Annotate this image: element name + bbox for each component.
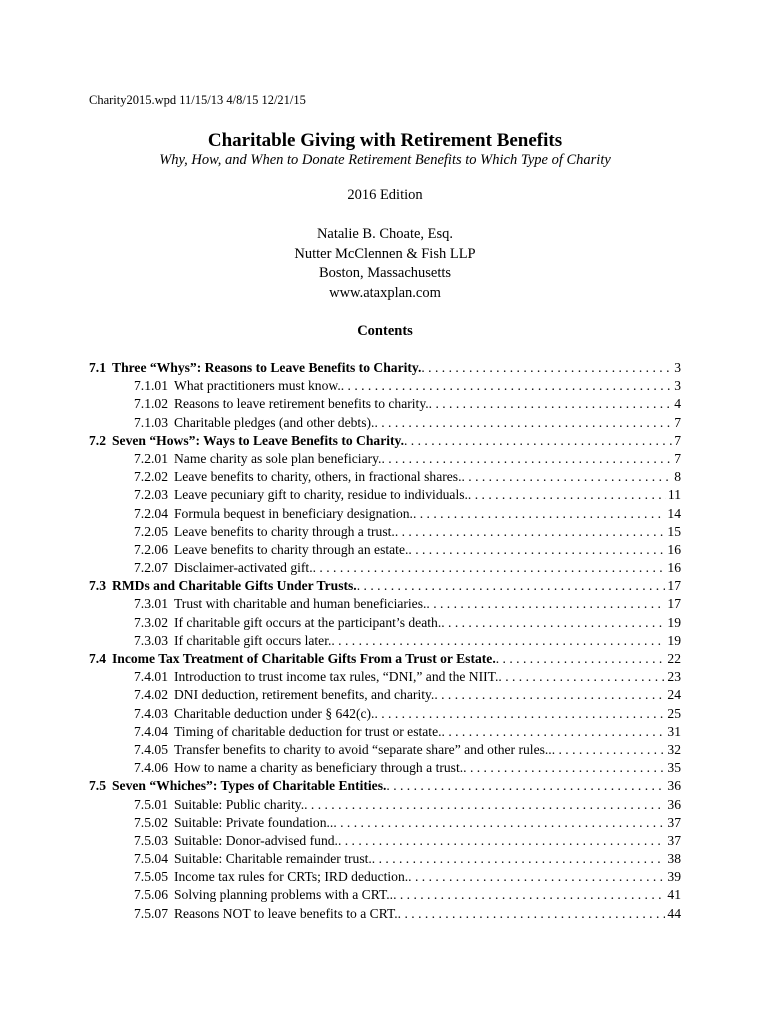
toc-entry-number: 7.2.06	[134, 541, 168, 557]
toc-entry-number: 7.3	[89, 578, 106, 594]
toc-dot-leader	[498, 668, 665, 686]
toc-subsection-entry	[89, 559, 681, 577]
toc-subsection-entry	[89, 723, 681, 741]
toc-subsection-entry	[89, 759, 681, 777]
toc-entry-title: Three “Whys”: Reasons to Leave Benefits to Charity.	[112, 360, 422, 375]
toc-dot-leader	[552, 741, 666, 759]
toc-entry-number: 7.4.03	[134, 705, 168, 721]
toc-entry-title: Suitable: Donor-advised fund.	[173, 832, 338, 848]
toc-subsection-entry	[89, 668, 681, 686]
toc-entry-number: 7.4.05	[134, 741, 168, 757]
toc-subsection-entry	[89, 505, 681, 523]
toc-entry-number: 7.2.04	[134, 505, 168, 521]
toc-entry-page: 7	[674, 450, 681, 466]
toc-dot-leader	[333, 814, 665, 832]
toc-entry-number: 7.1.03	[134, 414, 168, 430]
toc-dot-leader	[496, 650, 666, 668]
document-title: Charitable Giving with Retirement Benefits	[207, 130, 563, 151]
toc-dot-leader	[408, 868, 665, 886]
toc-dot-leader	[421, 359, 672, 377]
toc-entry-title: Suitable: Charitable remainder trust.	[173, 851, 372, 867]
toc-entry-number: 7.5.07	[134, 905, 168, 921]
toc-dot-leader	[461, 468, 672, 486]
toc-entry-title: DNI deduction, retirement benefits, and charity.	[173, 687, 435, 703]
toc-entry-title: Leave benefits to charity through a trust.	[173, 523, 395, 539]
toc-entry-page: 7	[674, 432, 681, 448]
toc-entry-page: 17	[667, 578, 681, 594]
toc-entry-page: 37	[667, 814, 681, 830]
toc-entry-page: 15	[667, 523, 681, 539]
toc-dot-leader	[374, 705, 665, 723]
toc-entry-title: Disclaimer-activated gift.	[173, 560, 313, 576]
toc-subsection-entry	[89, 614, 681, 632]
toc-dot-leader	[413, 505, 665, 523]
toc-entry-number: 7.4.04	[134, 723, 168, 739]
toc-subsection-entry	[89, 832, 681, 850]
toc-entry-number: 7.5.04	[134, 851, 168, 867]
toc-dot-leader	[441, 614, 665, 632]
author-location: Boston, Massachusetts	[318, 265, 452, 281]
toc-entry-title: Charitable pledges (and other debts).	[173, 414, 375, 430]
toc-entry-number: 7.2.07	[134, 560, 168, 576]
toc-entry-title: RMDs and Charitable Gifts Under Trusts.	[112, 578, 357, 594]
toc-entry-title: Income Tax Treatment of Charitable Gifts From a Trust or Estate.	[112, 651, 496, 666]
toc-entry-title: If charitable gift occurs later.	[173, 632, 332, 648]
toc-dot-leader	[313, 559, 666, 577]
toc-entry-page: 16	[667, 541, 681, 557]
table-of-contents	[89, 359, 681, 923]
toc-subsection-entry	[89, 486, 681, 504]
toc-entry-number: 7.1.02	[134, 396, 168, 412]
toc-subsection-entry	[89, 868, 681, 886]
toc-subsection-entry	[89, 850, 681, 868]
toc-dot-leader	[442, 723, 666, 741]
toc-entry-number: 7.2.02	[134, 469, 168, 485]
toc-entry-page: 3	[674, 378, 681, 394]
toc-entry-number: 7.2.01	[134, 450, 168, 466]
toc-entry-page: 32	[667, 741, 681, 757]
toc-entry-page: 23	[667, 669, 681, 685]
toc-entry-page: 7	[674, 414, 681, 430]
toc-section-entry	[89, 577, 681, 595]
author-website: www.ataxplan.com	[329, 284, 441, 301]
toc-entry-page: 8	[674, 469, 681, 485]
toc-entry-number: 7.5.01	[134, 796, 168, 812]
toc-entry-title: If charitable gift occurs at the participant’s death.	[173, 614, 442, 630]
toc-entry-page: 36	[667, 778, 681, 794]
toc-entry-page: 41	[667, 887, 681, 903]
toc-subsection-entry	[89, 632, 681, 650]
toc-entry-title: Reasons NOT to leave benefits to a CRT.	[173, 905, 398, 921]
toc-dot-leader	[304, 796, 665, 814]
toc-entry-number: 7.4	[89, 651, 106, 666]
toc-entry-title: Formula bequest in beneficiary designation.	[173, 505, 413, 521]
author-block	[0, 225, 770, 303]
toc-entry-number: 7.3.02	[134, 614, 168, 630]
toc-entry-page: 37	[667, 832, 681, 848]
toc-entry-title: Solving planning problems with a CRT..	[173, 887, 394, 903]
toc-dot-leader	[429, 395, 673, 413]
toc-entry-number: 7.4.01	[134, 669, 168, 685]
toc-entry-page: 24	[667, 687, 681, 703]
toc-entry-number: 7.4.06	[134, 760, 168, 776]
toc-subsection-entry	[89, 377, 681, 395]
toc-entry-page: 3	[674, 360, 681, 375]
toc-entry-number: 7.2	[89, 432, 106, 448]
toc-entry-title: Trust with charitable and human beneficiaries.	[173, 596, 427, 612]
toc-subsection-entry	[89, 886, 681, 904]
toc-entry-page: 11	[667, 487, 681, 503]
toc-entry-page: 31	[667, 723, 681, 739]
toc-entry-page: 4	[674, 396, 681, 412]
toc-dot-leader	[393, 886, 665, 904]
author-firm: Nutter McClennen & Fish LLP	[294, 245, 476, 262]
toc-entry-title: Introduction to trust income tax rules, “DNI,” and the NIIT.	[173, 669, 499, 685]
toc-entry-number: 7.3.03	[134, 632, 168, 648]
toc-section-entry	[89, 359, 681, 377]
toc-dot-leader	[338, 832, 665, 850]
toc-subsection-entry	[89, 905, 681, 923]
toc-subsection-entry	[89, 686, 681, 704]
edition: 2016 Edition	[347, 187, 423, 203]
toc-dot-leader	[404, 432, 672, 450]
toc-entry-title: Suitable: Private foundation..	[173, 814, 334, 830]
toc-dot-leader	[426, 595, 665, 613]
toc-dot-leader	[398, 905, 666, 923]
toc-entry-page: 25	[667, 705, 681, 721]
toc-entry-page: 22	[667, 651, 681, 666]
toc-entry-number: 7.2.03	[134, 487, 168, 503]
toc-entry-page: 19	[667, 614, 681, 630]
toc-entry-number: 7.5.05	[134, 869, 168, 885]
toc-entry-title: How to name a charity as beneficiary through a trust.	[173, 760, 464, 776]
toc-dot-leader	[372, 850, 666, 868]
toc-entry-title: Leave pecuniary gift to charity, residue to individuals.	[173, 487, 468, 503]
toc-dot-leader	[395, 523, 666, 541]
toc-dot-leader	[386, 777, 665, 795]
toc-entry-page: 14	[667, 505, 681, 521]
toc-entry-page: 35	[667, 760, 681, 776]
toc-entry-page: 19	[667, 632, 681, 648]
toc-subsection-entry	[89, 741, 681, 759]
toc-entry-number: 7.3.01	[134, 596, 168, 612]
toc-entry-title: Transfer benefits to charity to avoid “separate share” and other rules..	[173, 741, 552, 757]
toc-entry-title: Income tax rules for CRTs; IRD deduction.	[173, 869, 409, 885]
toc-entry-number: 7.5.03	[134, 832, 168, 848]
toc-entry-title: Suitable: Public charity.	[173, 796, 305, 812]
toc-entry-number: 7.2.05	[134, 523, 168, 539]
toc-entry-title: Timing of charitable deduction for trust or estate.	[173, 723, 442, 739]
toc-dot-leader	[434, 686, 665, 704]
toc-entry-page: 36	[667, 796, 681, 812]
toc-subsection-entry	[89, 595, 681, 613]
toc-entry-page: 44	[667, 905, 681, 921]
toc-entry-number: 7.5.06	[134, 887, 168, 903]
file-info: Charity2015.wpd 11/15/13 4/8/15 12/21/15	[89, 93, 306, 107]
toc-entry-title: Seven “Whiches”: Types of Charitable Entities.	[112, 778, 387, 794]
toc-entry-title: What practitioners must know.	[173, 378, 341, 394]
toc-subsection-entry	[89, 395, 681, 413]
contents-heading: Contents	[357, 323, 413, 339]
toc-entry-page: 39	[667, 869, 681, 885]
toc-entry-page: 17	[667, 596, 681, 612]
toc-dot-leader	[408, 541, 665, 559]
document-subtitle: Why, How, and When to Donate Retirement Benefits to Which Type of Charity	[159, 152, 611, 168]
toc-subsection-entry	[89, 705, 681, 723]
toc-section-entry	[89, 650, 681, 668]
author-name: Natalie B. Choate, Esq.	[316, 226, 454, 242]
toc-subsection-entry	[89, 414, 681, 432]
toc-entry-title: Name charity as sole plan beneficiary.	[173, 450, 382, 466]
toc-entry-number: 7.5	[89, 778, 106, 794]
toc-subsection-entry	[89, 796, 681, 814]
toc-subsection-entry	[89, 450, 681, 468]
toc-subsection-entry	[89, 541, 681, 559]
toc-dot-leader	[381, 450, 672, 468]
toc-section-entry	[89, 777, 681, 795]
toc-subsection-entry	[89, 814, 681, 832]
toc-entry-number: 7.4.02	[134, 687, 168, 703]
toc-subsection-entry	[89, 468, 681, 486]
toc-entry-title: Leave benefits to charity, others, in fractional shares.	[173, 469, 462, 485]
toc-entry-title: Reasons to leave retirement benefits to charity.	[173, 396, 429, 412]
toc-entry-title: Leave benefits to charity through an estate.	[173, 541, 409, 557]
toc-dot-leader	[331, 632, 665, 650]
toc-dot-leader	[374, 414, 672, 432]
toc-subsection-entry	[89, 523, 681, 541]
toc-dot-leader	[357, 577, 666, 595]
toc-entry-number: 7.1.01	[134, 378, 168, 394]
toc-entry-number: 7.1	[89, 360, 106, 375]
toc-entry-page: 38	[667, 851, 681, 867]
toc-section-entry	[89, 432, 681, 450]
toc-dot-leader	[341, 377, 672, 395]
toc-dot-leader	[463, 759, 665, 777]
toc-entry-page: 16	[667, 560, 681, 576]
toc-entry-title: Charitable deduction under § 642(c).	[173, 705, 375, 721]
toc-dot-leader	[468, 486, 666, 504]
toc-entry-number: 7.5.02	[134, 814, 168, 830]
toc-entry-title: Seven “Hows”: Ways to Leave Benefits to Charity.	[112, 432, 404, 448]
